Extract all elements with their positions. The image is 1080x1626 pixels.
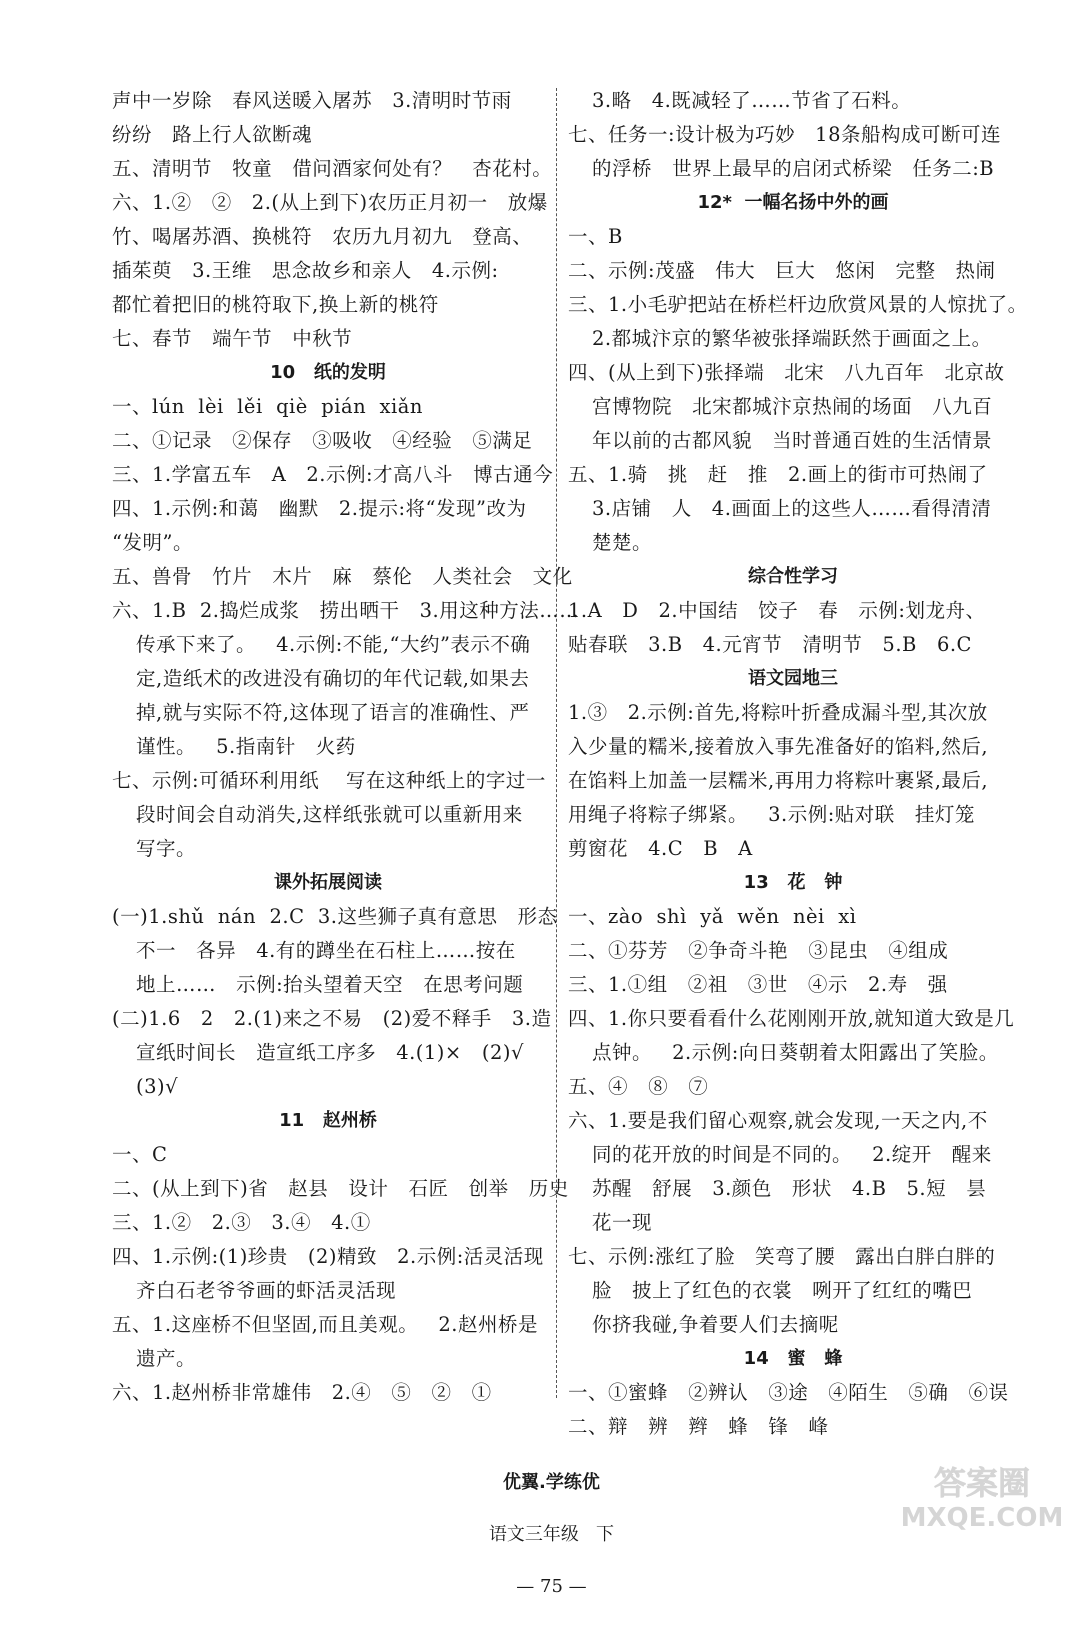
- right-answer-line: 入少量的糯米,接着放入事先准备好的馅料,然后,: [568, 735, 989, 758]
- left-answer-line: 五、1.这座桥不但坚固,而且美观。 2.赵州桥是: [112, 1313, 539, 1336]
- right-answer-line: 七、示例:涨红了脸 笑弯了腰 露出白胖白胖的: [568, 1245, 996, 1268]
- right-answer-line: 四、(从上到下)张择端 北宋 八九百年 北京故: [568, 361, 1005, 384]
- left-answer-line: 五、兽骨 竹片 木片 麻 蔡伦 人类社会 文化: [112, 565, 573, 588]
- left-section-heading: 课外拓展阅读: [274, 872, 382, 893]
- left-answer-line: 七、春节 端午节 中秋节: [112, 327, 353, 350]
- left-answer-line: 三、1.② 2.③ 3.④ 4.①: [112, 1211, 371, 1234]
- right-answer-line: 的浮桥 世界上最早的启闭式桥梁 任务二:B: [592, 157, 995, 180]
- left-answer-line: (二)1.6 2 2.(1)来之不易 (2)爱不释手 3.造: [112, 1007, 552, 1030]
- watermark-bottom: MXQE.COM: [900, 1503, 1064, 1532]
- right-answer-line: 2.都城汴京的繁华被张择端跃然于画面之上。: [592, 327, 992, 350]
- left-section-heading: 10 纸的发明: [270, 362, 386, 383]
- left-answer-line: “发明”。: [112, 531, 193, 554]
- right-answer-line: 脸 披上了红色的衣裳 咧开了红红的嘴巴: [592, 1279, 973, 1302]
- right-answer-line: 一、zào shì yǎ wěn nèi xì: [568, 905, 857, 928]
- left-answer-line: 谨性。 5.指南针 火药: [136, 735, 356, 758]
- right-answer-line: 二、辩 辨 辫 蜂 锋 峰: [568, 1415, 829, 1438]
- footer-brand: 优翼.学练优: [503, 1472, 600, 1493]
- left-answer-line: 传承下来了。 4.示例:不能,“大约”表示不确: [136, 633, 531, 656]
- left-answer-line: 齐白石老爷爷画的虾活灵活现: [136, 1279, 397, 1302]
- right-answer-line: 用绳子将粽子绑紧。 3.示例:贴对联 挂灯笼: [568, 803, 975, 826]
- left-answer-line: 六、1.B 2.捣烂成浆 捞出晒干 3.用这种方法……: [112, 599, 580, 622]
- left-answer-line: 掉,就与实际不符,这体现了语言的准确性、严: [136, 701, 530, 724]
- left-answer-line: 不一 各异 4.有的蹲坐在石柱上……按在: [136, 939, 516, 962]
- right-answer-line: 3.店铺 人 4.画面上的这些人……看得清清: [592, 497, 992, 520]
- right-answer-line: 四、1.你只要看看什么花刚刚开放,就知道大致是几: [568, 1007, 1015, 1030]
- left-answer-line: 六、1.赵州桥非常雄伟 2.④ ⑤ ② ①: [112, 1381, 492, 1404]
- right-answer-line: 宫博物院 北宋都城汴京热闹的场面 八九百: [592, 395, 993, 418]
- left-answer-line: 地上…… 示例:抬头望着天空 在思考问题: [136, 973, 524, 996]
- right-answer-line: 同的花开放的时间是不同的。 2.绽开 醒来: [592, 1143, 992, 1166]
- right-answer-line: 七、任务一:设计极为巧妙 18条船构成可断可连: [568, 123, 1001, 146]
- right-answer-line: 六、1.要是我们留心观察,就会发现,一天之内,不: [568, 1109, 988, 1132]
- footer-subject: 语文三年级 下: [488, 1524, 615, 1545]
- right-section-heading: 综合性学习: [748, 566, 838, 587]
- right-answer-line: 点钟。 2.示例:向日葵朝着太阳露出了笑脸。: [592, 1041, 999, 1064]
- right-answer-line: 3.略 4.既减轻了……节省了石料。: [592, 89, 912, 112]
- left-answer-line: 都忙着把旧的桃符取下,换上新的桃符: [112, 293, 439, 316]
- left-answer-line: 二、①记录 ②保存 ③吸收 ④经验 ⑤满足: [112, 429, 533, 452]
- right-section-heading: 14 蜜 蜂: [743, 1348, 843, 1369]
- right-answer-line: 苏醒 舒展 3.颜色 形状 4.B 5.短 昙: [592, 1177, 987, 1200]
- left-answer-line: 四、1.示例:(1)珍贵 (2)精致 2.示例:活灵活现: [112, 1245, 544, 1268]
- left-answer-line: 六、1.② ② 2.(从上到下)农历正月初一 放爆: [112, 191, 548, 214]
- left-answer-line: 七、示例:可循环利用纸 写在这种纸上的字过一: [112, 769, 546, 792]
- right-answer-line: 1.③ 2.示例:首先,将粽叶折叠成漏斗型,其次放: [568, 701, 988, 724]
- left-answer-line: (一)1.shǔ nán 2.C 3.这些狮子真有意思 形态: [112, 905, 558, 928]
- right-answer-line: 一、①蜜蜂 ②辨认 ③途 ④陌生 ⑤确 ⑥误: [568, 1381, 1009, 1404]
- right-answer-line: 一、B: [568, 225, 623, 248]
- right-answer-line: 三、1.小毛驴把站在桥栏杆边欣赏风景的人惊扰了。: [568, 293, 1028, 316]
- right-answer-line: 你挤我碰,争着要人们去摘呢: [592, 1313, 839, 1336]
- left-answer-line: 一、C: [112, 1143, 168, 1166]
- left-column: [112, 84, 580, 1410]
- right-answer-line: 五、1.骑 挑 赶 推 2.画上的街市可热闹了: [568, 463, 988, 486]
- right-answer-line: 三、1.①组 ②祖 ③世 ④示 2.寿 强: [568, 973, 948, 996]
- right-column: [568, 84, 1028, 1444]
- right-answer-line: 楚楚。: [592, 531, 653, 554]
- watermark-logo: [896, 1460, 1068, 1532]
- left-answer-line: 宣纸时间长 造宣纸工序多 4.(1)× (2)√: [136, 1041, 524, 1064]
- right-answer-line: 二、①芬芳 ②争奇斗艳 ③昆虫 ④组成: [568, 939, 949, 962]
- column-divider: [556, 88, 557, 1398]
- left-answer-line: 二、(从上到下)省 赵县 设计 石匠 创举 历史: [112, 1177, 569, 1200]
- right-answer-line: 在馅料上加盖一层糯米,再用力将粽叶裹紧,最后,: [568, 769, 989, 792]
- right-answer-line: 年以前的古都风貌 当时普通百姓的生活情景: [592, 429, 993, 452]
- left-answer-line: 三、1.学富五车 A 2.示例:才高八斗 博古通今: [112, 463, 554, 486]
- left-answer-line: 纷纷 路上行人欲断魂: [112, 123, 313, 146]
- left-answer-line: 遗产。: [136, 1347, 197, 1370]
- right-answer-line: 剪窗花 4.C B A: [568, 837, 753, 860]
- right-answer-line: 五、④ ⑧ ⑦: [568, 1075, 709, 1098]
- left-answer-line: 定,造纸术的改进没有确切的年代记载,如果去: [136, 667, 530, 690]
- watermark-top: 答案圈: [933, 1464, 1031, 1502]
- left-answer-line: 插茱萸 3.王维 思念故乡和亲人 4.示例:: [112, 259, 499, 282]
- page-number: — 75 —: [516, 1576, 587, 1597]
- right-answer-line: 1.A D 2.中国结 饺子 春 示例:划龙舟、: [568, 599, 986, 622]
- right-answer-line: 二、示例:茂盛 伟大 巨大 悠闲 完整 热闹: [568, 259, 996, 282]
- left-answer-line: 段时间会自动消失,这样纸张就可以重新用来: [136, 803, 523, 826]
- right-section-heading: 语文园地三: [748, 668, 838, 689]
- left-answer-line: (3)√: [136, 1075, 179, 1098]
- left-answer-line: 五、清明节 牧童 借问酒家何处有？ 杏花村。: [112, 157, 553, 180]
- left-section-heading: 11 赵州桥: [279, 1110, 377, 1131]
- left-answer-line: 一、lún lèi lěi qiè pián xiǎn: [112, 395, 423, 418]
- right-answer-line: 贴春联 3.B 4.元宵节 清明节 5.B 6.C: [568, 633, 972, 656]
- left-answer-line: 声中一岁除 春风送暖入屠苏 3.清明时节雨: [112, 89, 512, 112]
- right-section-heading: 12* 一幅名扬中外的画: [697, 192, 889, 213]
- left-answer-line: 写字。: [136, 837, 197, 860]
- left-answer-line: 竹、喝屠苏酒、换桃符 农历九月初九 登高、: [112, 225, 533, 248]
- right-answer-line: 花一现: [592, 1211, 653, 1234]
- left-answer-line: 四、1.示例:和蔼 幽默 2.提示:将“发现”改为: [112, 497, 527, 520]
- right-section-heading: 13 花 钟: [743, 872, 843, 893]
